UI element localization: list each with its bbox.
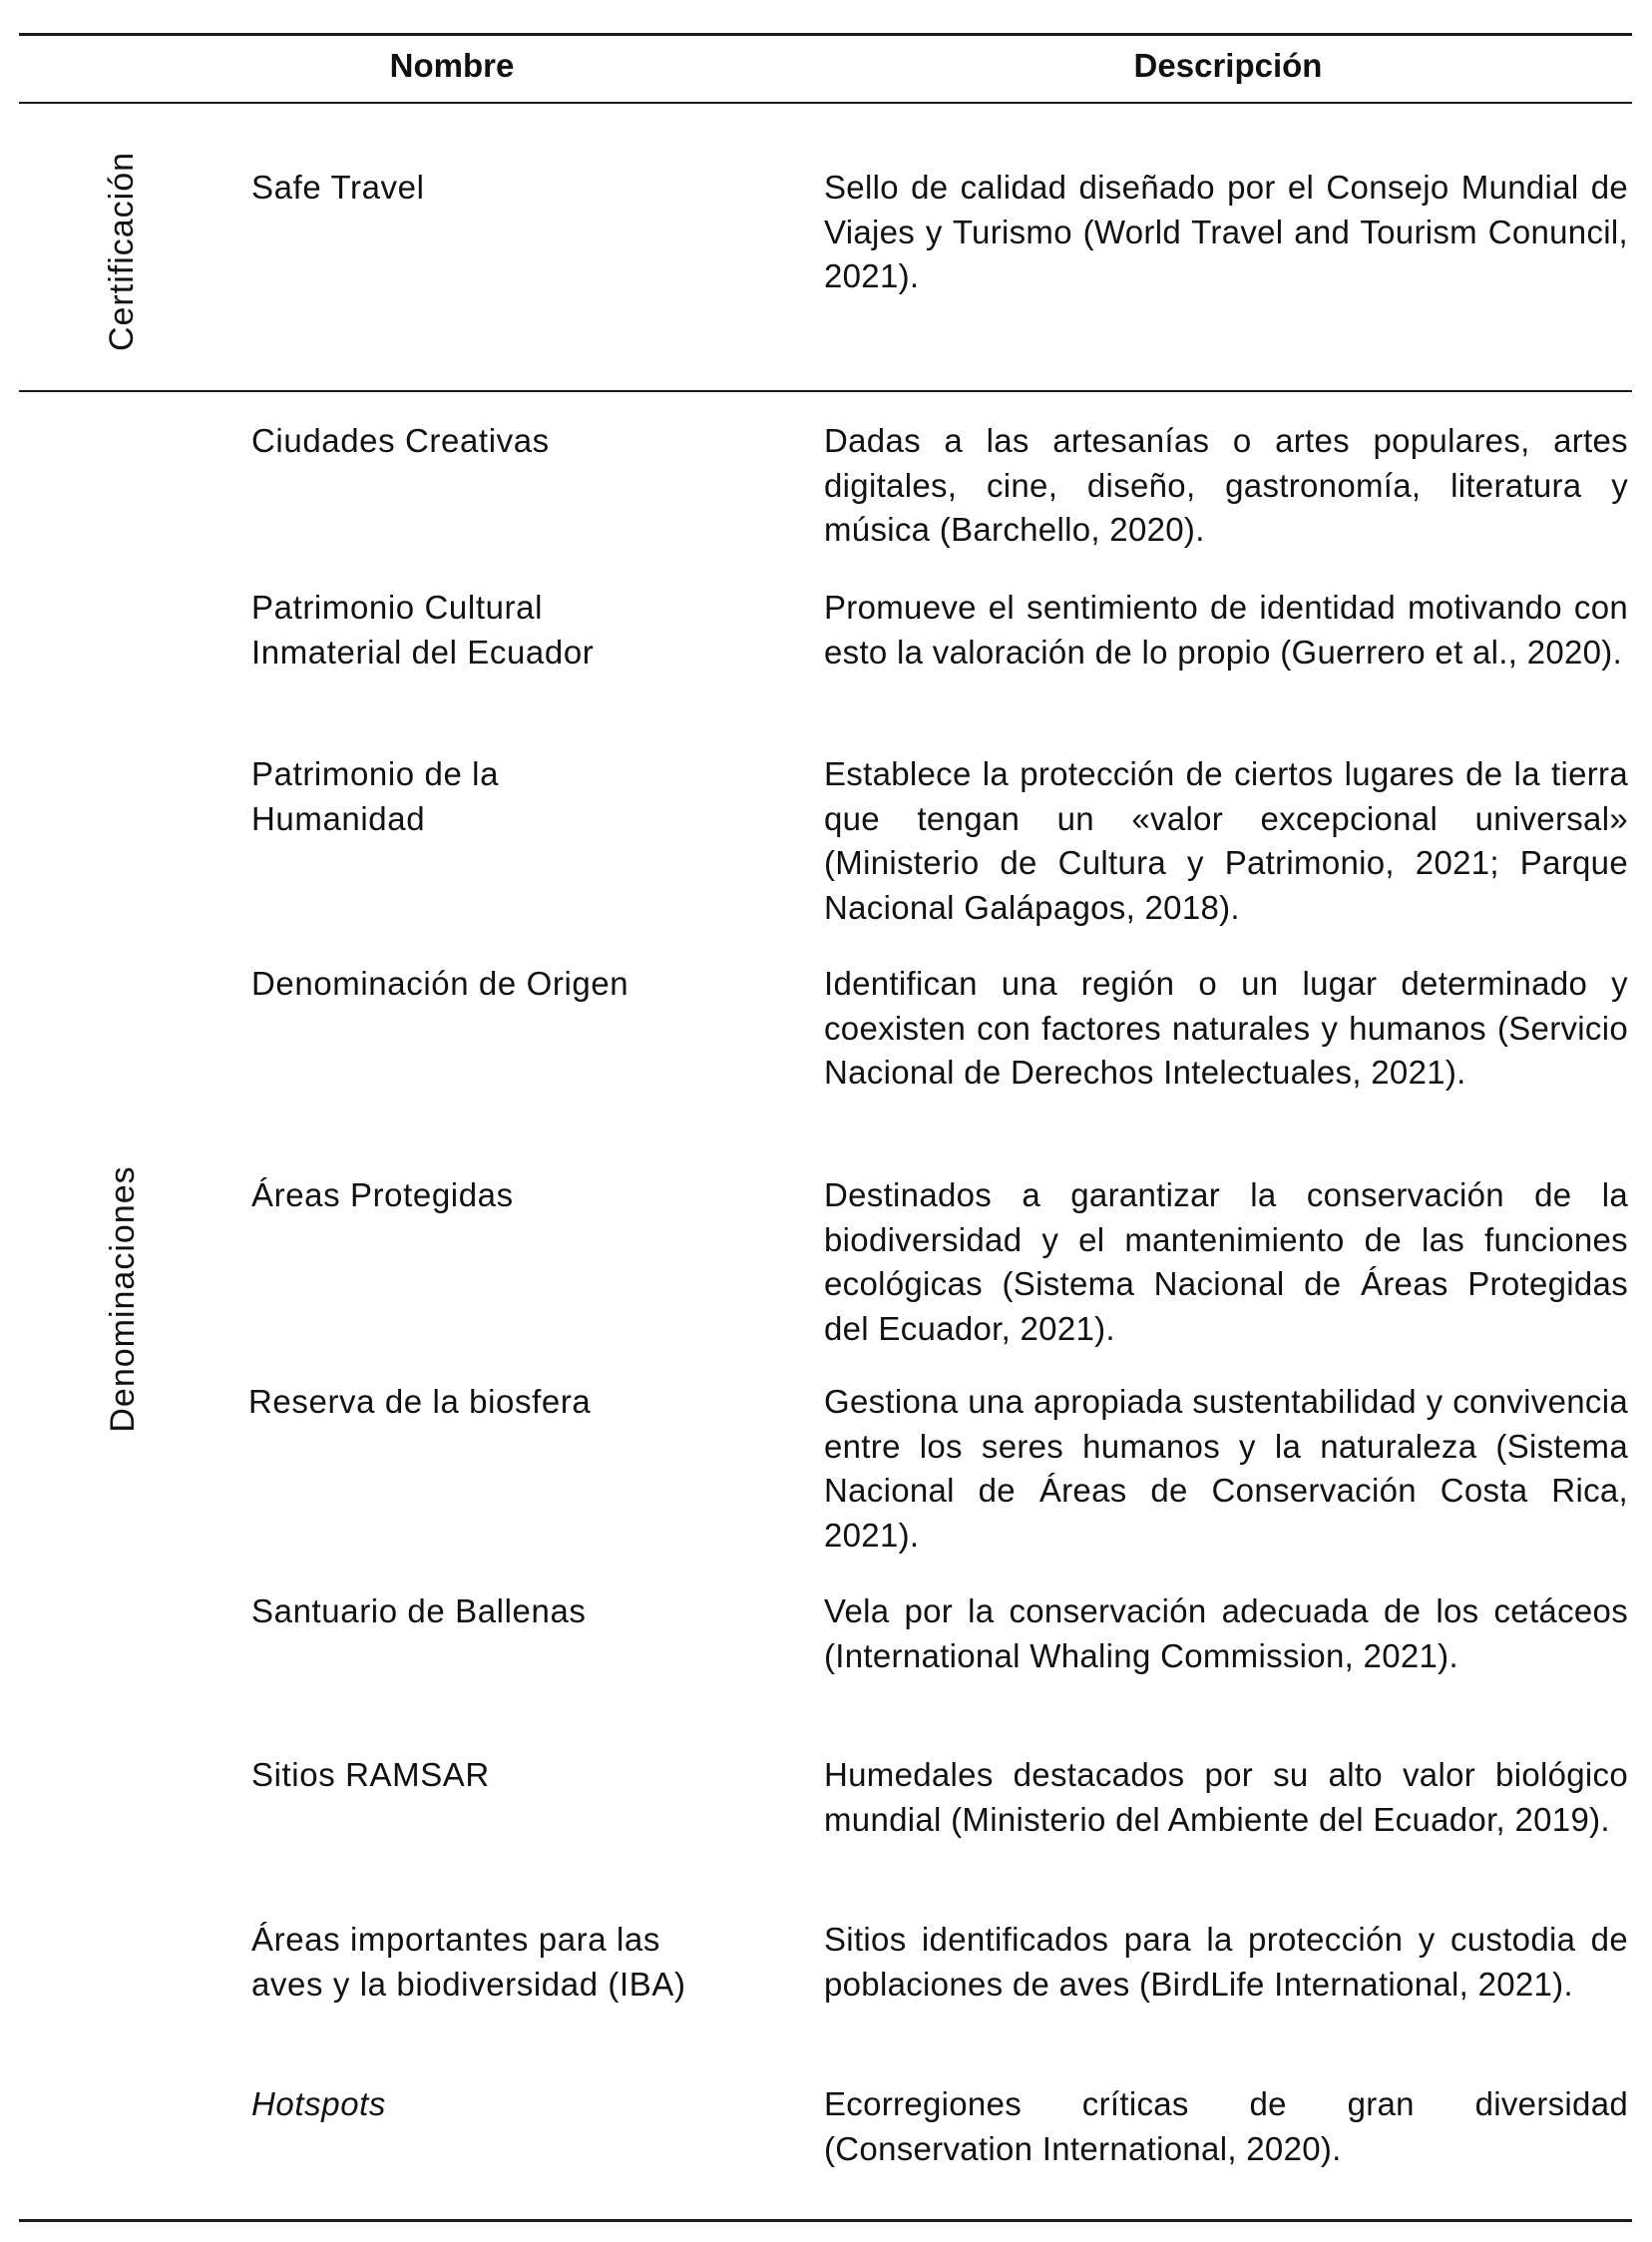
row-description: Gestiona una apropiada sustentabilidad y convivencia entre los seres humanos y la naturaleza (Sistema Nacional de Áreas de Conservación Costa Rica, 2021).	[824, 1383, 1628, 1554]
group-label-denominaciones: Denominaciones	[104, 1165, 142, 1433]
table-top-rule	[19, 33, 1632, 36]
column-header-description: Descripción	[1133, 47, 1323, 84]
row-description: Destinados a garantizar la conservación de la biodiversidad y el mantenimiento de las funciones ecológicas (Sistema Nacional de Áreas Protegidas del Ecuador, 2021).	[824, 1176, 1628, 1347]
row-name: Ciudades Creativas	[251, 422, 550, 459]
row-description: Vela por la conservación adecuada de los cetáceos (International Whaling Commission, 2021).	[824, 1592, 1628, 1674]
row-name: Denominación de Origen	[251, 965, 629, 1002]
table-bottom-rule	[19, 2219, 1632, 2222]
row-description: Ecorregiones críticas de gran diversidad (Conservation International, 2020).	[824, 2085, 1628, 2167]
group-divider-rule	[19, 390, 1632, 392]
group-label-certificacion: Certificación	[103, 151, 141, 352]
row-name: Santuario de Ballenas	[251, 1592, 587, 1629]
row-description: Establece la protección de ciertos lugares de la tierra que tengan un «valor excepcional universal» (Ministerio de Cultura y Patrimonio, 2021; Parque Nacional Galápagos, 2018).	[824, 755, 1628, 926]
row-name: Patrimonio Cultural Inmaterial del Ecuador	[251, 589, 595, 671]
row-description: Promueve el sentimiento de identidad motivando con esto la valoración de lo propio (Guerrero et al., 2020).	[824, 589, 1628, 671]
row-name: Áreas Protegidas	[251, 1176, 514, 1213]
row-name: Sitios RAMSAR	[251, 1756, 490, 1793]
row-description: Dadas a las artesanías o artes populares, artes digitales, cine, diseño, gastronomía, literatura y música (Barchello, 2020).	[824, 422, 1628, 548]
header-bottom-rule	[19, 102, 1632, 104]
row-description: Identifican una región o un lugar determinado y coexisten con factores naturales y humanos (Servicio Nacional de Derechos Intelectuales, 2021).	[824, 965, 1628, 1091]
row-name: Patrimonio de la Humanidad	[251, 755, 500, 837]
row-description: Sitios identificados para la protección y custodia de poblaciones de aves (BirdLife International, 2021).	[824, 1921, 1628, 2003]
row-description: Sello de calidad diseñado por el Consejo Mundial de Viajes y Turismo (World Travel and Tourism Conuncil, 2021).	[824, 169, 1628, 294]
row-name: Safe Travel	[251, 169, 425, 206]
row-name: Hotspots	[251, 2085, 387, 2122]
row-name: Áreas importantes para las aves y la biodiversidad (IBA)	[251, 1921, 686, 2003]
column-header-name: Nombre	[389, 47, 515, 84]
row-description: Humedales destacados por su alto valor biológico mundial (Ministerio del Ambiente del Ecuador, 2019).	[824, 1756, 1628, 1838]
row-name: Reserva de la biosfera	[248, 1383, 592, 1420]
